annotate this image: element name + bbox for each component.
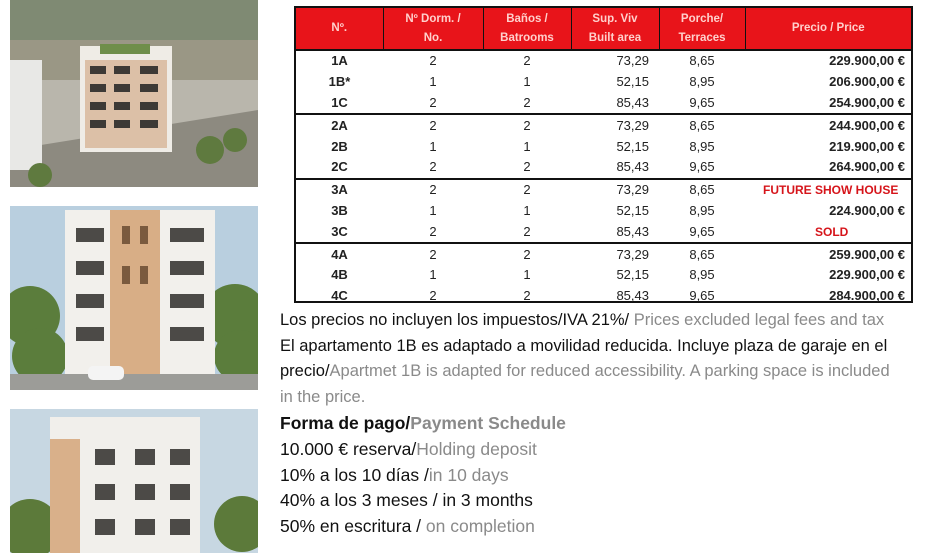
table-row [296, 136, 911, 157]
price-cell: 284.900,00 € [829, 288, 905, 304]
unit-cell: 2C [296, 157, 383, 179]
bedrooms-cell: 2 [429, 117, 437, 133]
price-cell: SOLD [745, 221, 911, 243]
building-front-photo [10, 206, 258, 390]
unit-cell: 1B* [328, 74, 351, 90]
accessibility-note-en-cont: in the price. [280, 387, 366, 406]
bathrooms-cell: 1 [523, 267, 531, 283]
unit-cell: 3B [331, 202, 348, 218]
payment-item: 50% en escritura / on completion [280, 516, 535, 537]
payment-item: 10% a los 10 días /in 10 days [280, 464, 509, 485]
table-row [296, 93, 911, 115]
terrace-cell: 9,65 [659, 157, 745, 179]
built-area-cell: 73,29 [616, 117, 649, 133]
price-notes [280, 308, 938, 410]
built-area-cell: 52,15 [616, 202, 649, 218]
built-area-cell: 52,15 [616, 267, 649, 283]
table-row [296, 157, 911, 179]
bedrooms-cell: 1 [429, 74, 437, 90]
bedrooms-cell: 1 [429, 267, 437, 283]
price-cell: 229.900,00 € [829, 53, 905, 69]
bedrooms-cell: 2 [383, 221, 483, 243]
accessibility-note-es: El apartamento 1B es adaptado a movilidad reducida. Incluye plaza de garaje en el [280, 336, 888, 355]
unit-cell: 4B [331, 267, 348, 283]
bedrooms-cell: 1 [429, 138, 437, 154]
payment-item: 40% a los 3 meses / in 3 months [280, 490, 533, 511]
table-row [296, 221, 911, 243]
unit-cell: 2A [331, 117, 348, 133]
unit-cell: 3A [331, 182, 348, 198]
col-header-price: Precio / Price [745, 8, 911, 50]
terrace-cell: 8,95 [689, 74, 715, 90]
payment-item: 10.000 € reserva/Holding deposit [280, 438, 537, 459]
price-cell: 229.900,00 € [829, 267, 905, 283]
table-row [296, 179, 911, 201]
bathrooms-cell: 2 [523, 182, 531, 198]
price-cell: FUTURE SHOW HOUSE [763, 183, 899, 198]
bathrooms-cell: 2 [483, 157, 571, 179]
terrace-cell: 8,65 [689, 182, 715, 198]
built-area-cell: 73,29 [616, 246, 649, 262]
built-area-cell: 73,29 [616, 182, 649, 198]
bedrooms-cell: 2 [429, 288, 437, 304]
unit-cell: 1C [296, 93, 383, 115]
unit-cell: 4A [331, 246, 348, 262]
built-area-cell: 85,43 [571, 157, 659, 179]
unit-cell: 1A [331, 53, 348, 69]
bathrooms-cell: 1 [523, 138, 531, 154]
terrace-cell: 9,65 [659, 93, 745, 115]
unit-cell: 2B [331, 138, 348, 154]
col-header-unit: Nº. [296, 8, 383, 50]
unit-cell: 4C [331, 288, 348, 304]
table-row [296, 50, 911, 72]
price-cell: 206.900,00 € [829, 74, 905, 90]
building-side-photo [10, 409, 258, 553]
bedrooms-cell: 2 [429, 53, 437, 69]
col-header-bathrooms: Baños / Batrooms [483, 8, 571, 50]
unit-cell: 3C [296, 221, 383, 243]
table-row [296, 286, 911, 307]
price-table-header [296, 8, 911, 50]
table-row [296, 265, 911, 286]
price-cell: 259.900,00 € [829, 246, 905, 262]
tax-note: Los precios no incluyen los impuestos/IVA 21%/ Prices excluded legal fees and tax [280, 311, 885, 329]
bedrooms-cell: 2 [383, 157, 483, 179]
bathrooms-cell: 2 [483, 221, 571, 243]
price-cell: 254.900,00 € [745, 93, 911, 115]
bedrooms-cell: 2 [383, 93, 483, 115]
built-area-cell: 52,15 [616, 74, 649, 90]
bathrooms-cell: 2 [523, 288, 531, 304]
table-row [296, 114, 911, 136]
payment-schedule [280, 411, 566, 540]
bedrooms-cell: 2 [429, 246, 437, 262]
terrace-cell: 8,95 [689, 138, 715, 154]
bathrooms-cell: 2 [523, 53, 531, 69]
table-row [296, 243, 911, 265]
bathrooms-cell: 2 [483, 93, 571, 115]
terrace-cell: 8,95 [689, 202, 715, 218]
built-area-cell: 85,43 [571, 221, 659, 243]
terrace-cell: 9,65 [659, 221, 745, 243]
bathrooms-cell: 2 [523, 246, 531, 262]
terrace-cell: 8,65 [689, 53, 715, 69]
price-cell: 264.900,00 € [745, 157, 911, 179]
col-header-bedrooms: Nº Dorm. / No. [383, 8, 483, 50]
terrace-cell: 8,65 [689, 246, 715, 262]
bedrooms-cell: 2 [429, 182, 437, 198]
col-header-built-area: Sup. Viv Built area [571, 8, 659, 50]
payment-title: Forma de pago/Payment Schedule [280, 413, 566, 433]
building-aerial-photo [10, 0, 258, 187]
price-cell: 244.900,00 € [829, 117, 905, 133]
bedrooms-cell: 1 [429, 202, 437, 218]
bathrooms-cell: 1 [523, 202, 531, 218]
built-area-cell: 85,43 [616, 288, 649, 304]
price-cell: 219.900,00 € [829, 138, 905, 154]
col-header-terraces: Porche/ Terraces [659, 8, 745, 50]
table-row [296, 72, 911, 93]
built-area-cell: 73,29 [616, 53, 649, 69]
bathrooms-cell: 2 [523, 117, 531, 133]
terrace-cell: 9,65 [689, 288, 715, 304]
terrace-cell: 8,95 [689, 267, 715, 283]
price-cell: 224.900,00 € [829, 202, 905, 218]
accessibility-note-en: precio/Apartmet 1B is adapted for reduced accessibility. A parking space is included [280, 362, 890, 380]
built-area-cell: 52,15 [616, 138, 649, 154]
terrace-cell: 8,65 [689, 117, 715, 133]
table-row [296, 201, 911, 222]
built-area-cell: 85,43 [571, 93, 659, 115]
price-table [294, 6, 913, 303]
bathrooms-cell: 1 [523, 74, 531, 90]
